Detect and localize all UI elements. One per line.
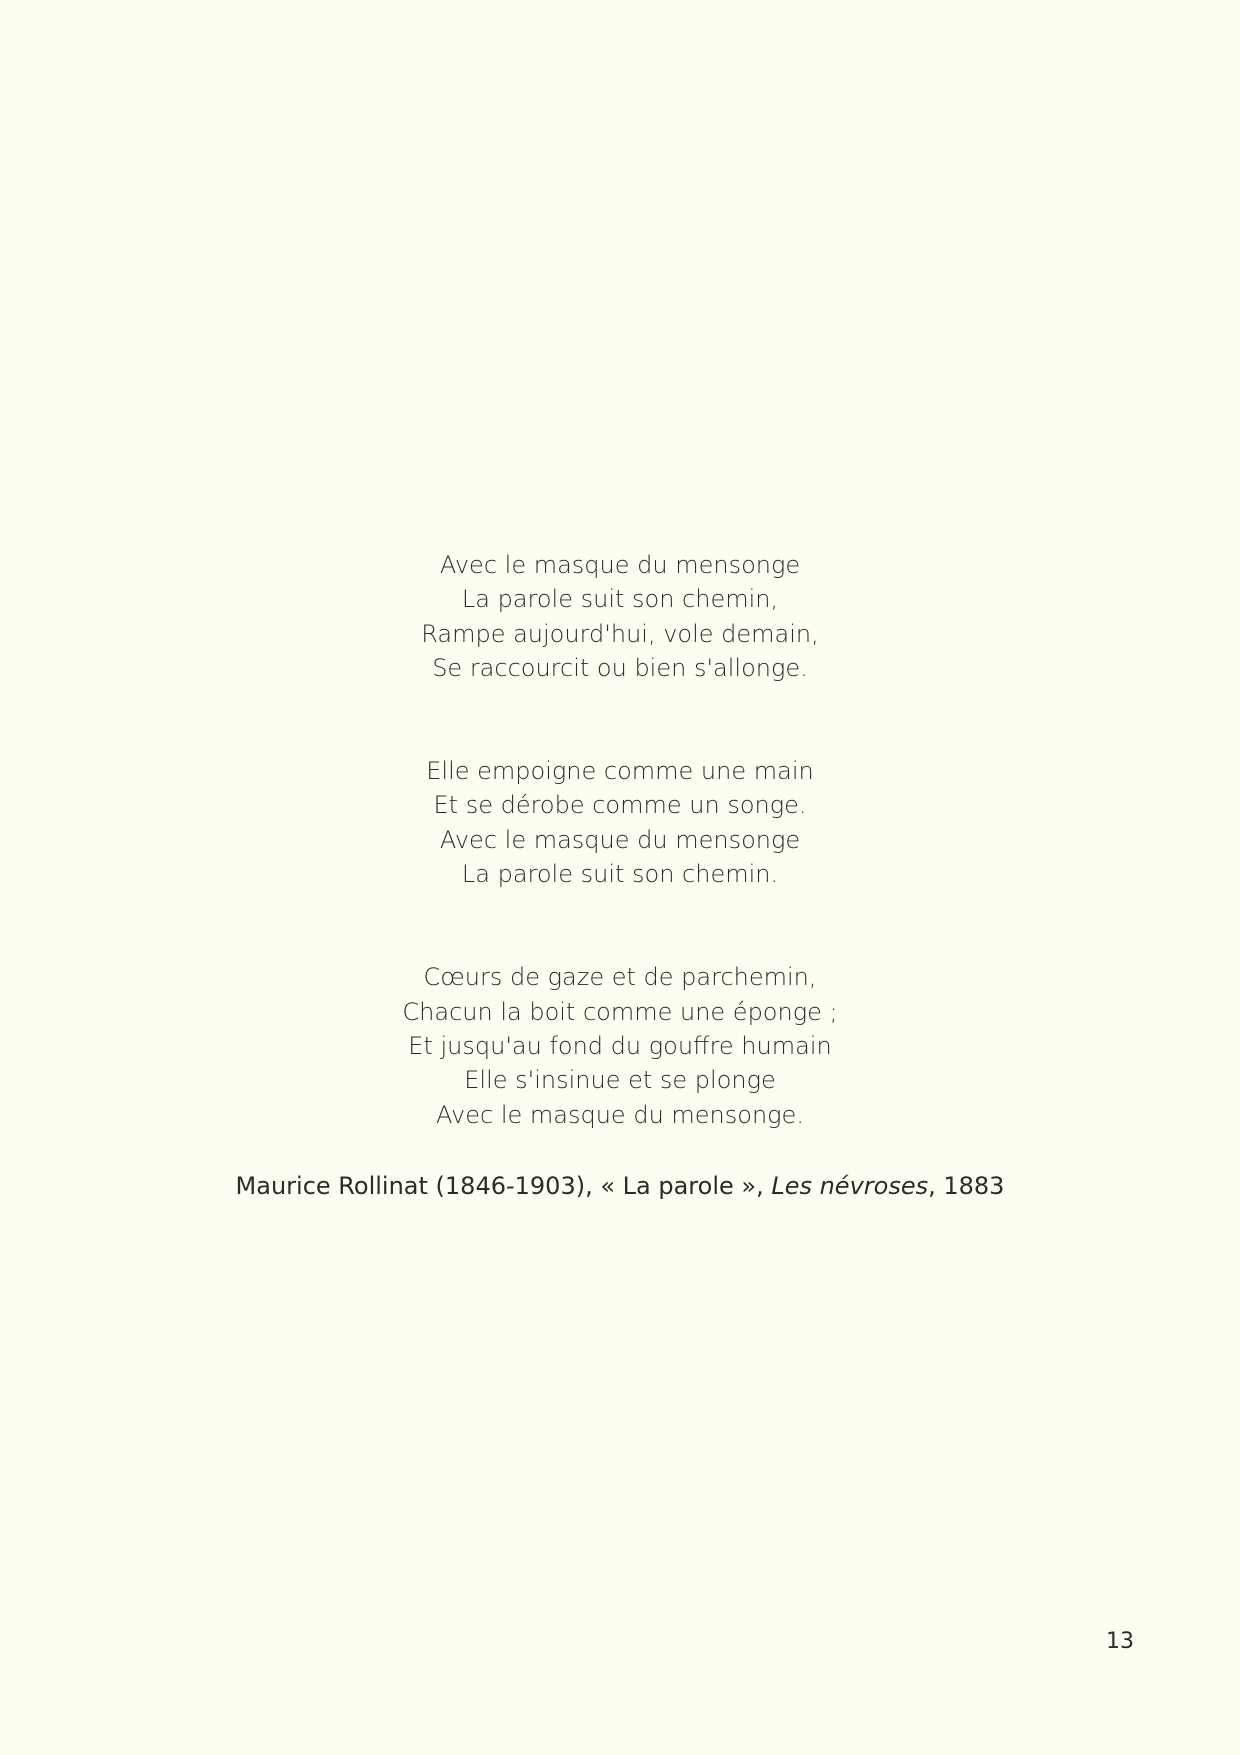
verse-line: Chacun la boit comme une éponge ;	[402, 997, 838, 1026]
stanza-3	[0, 960, 1240, 1131]
stanza-1	[0, 548, 1240, 685]
verse-line: Elle empoigne comme une main	[426, 757, 814, 786]
verse-line: Rampe aujourd'hui, vole demain,	[421, 619, 819, 648]
verse-line: Avec le masque du mensonge.	[436, 1100, 804, 1129]
attribution	[0, 1169, 1240, 1203]
verse-line: Cœurs de gaze et de parchemin,	[423, 963, 817, 992]
attribution-author: Maurice Rollinat (1846-1903), « La parole »,	[235, 1172, 772, 1200]
page-number: 13	[1106, 1629, 1134, 1654]
verse-line: Avec le masque du mensonge	[439, 551, 801, 579]
verse-line: Et se dérobe comme un songe.	[433, 791, 807, 820]
stanza-2	[0, 754, 1240, 891]
attribution-year: , 1883	[928, 1172, 1005, 1200]
verse-line: La parole suit son chemin,	[461, 585, 779, 614]
verse-line: Avec le masque du mensonge	[439, 825, 801, 854]
verse-line: Et jusqu'au fond du gouffre humain	[408, 1031, 832, 1060]
poem	[0, 548, 1240, 1132]
verse-line: La parole suit son chemin.	[461, 860, 779, 889]
attribution-work-title: Les névroses	[771, 1172, 929, 1200]
verse-line: Elle s'insinue et se plonge	[464, 1066, 776, 1095]
verse-line: Se raccourcit ou bien s'allonge.	[432, 653, 808, 682]
